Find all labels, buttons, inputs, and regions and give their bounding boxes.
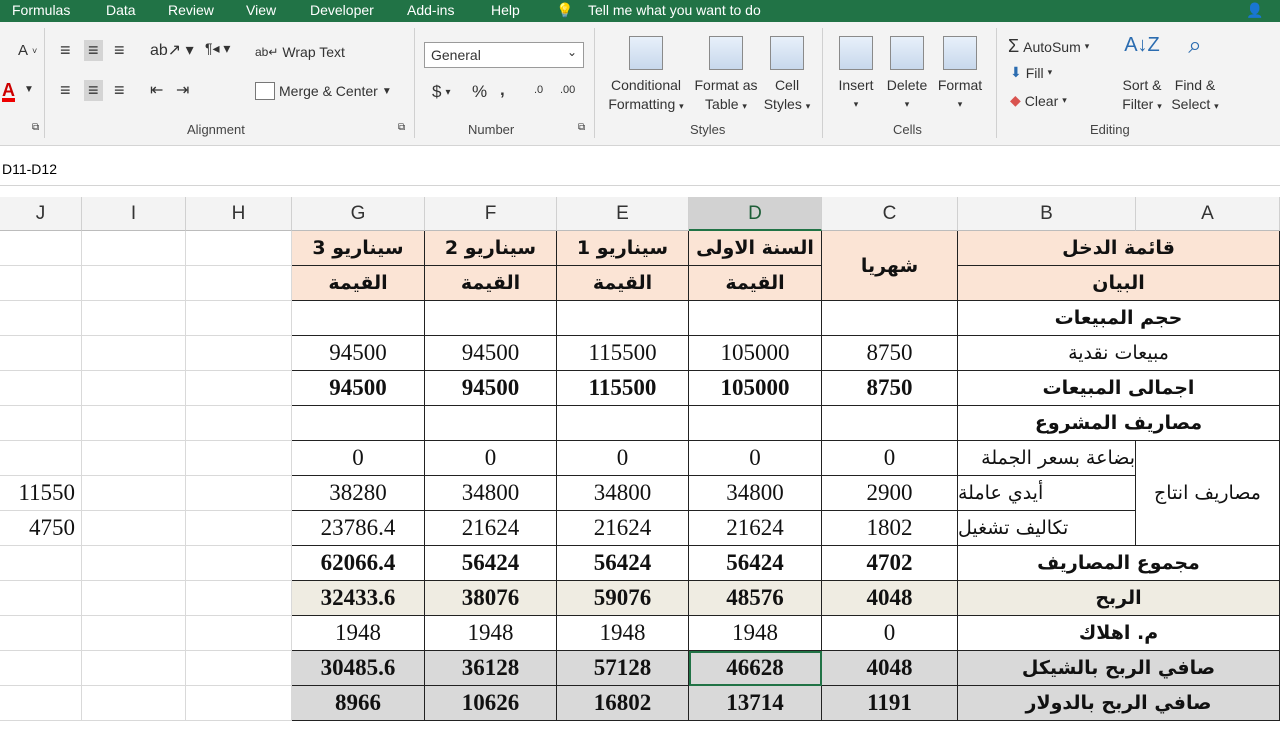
depreciation-scenario1[interactable]: 1948 — [557, 616, 689, 651]
grid-cell[interactable] — [186, 651, 292, 686]
total-expenses-monthly[interactable]: 4702 — [822, 546, 958, 581]
group-label-number: Number — [468, 122, 515, 137]
tab-developer[interactable]: Developer — [310, 2, 374, 18]
menu-bar — [0, 0, 1280, 22]
label-sales-volume[interactable]: حجم المبيعات — [958, 301, 1280, 336]
labor-scenario1[interactable]: 34800 — [557, 476, 689, 511]
profit-scenario2[interactable]: 38076 — [425, 581, 557, 616]
grid-cell[interactable] — [0, 336, 82, 371]
label-total-sales[interactable]: اجمالى المبيعات — [958, 371, 1280, 406]
header-statement[interactable]: البيان — [958, 266, 1280, 301]
cash-sales-scenario3[interactable]: 94500 — [292, 336, 425, 371]
operating-first-year[interactable]: 21624 — [689, 511, 822, 546]
grid-cell[interactable] — [186, 406, 292, 441]
label-total-expenses[interactable]: مجموع المصاريف — [958, 546, 1280, 581]
cell-styles-label-1: Cell — [774, 77, 800, 93]
sort-filter-label-1: Sort & — [1122, 77, 1162, 93]
grid-cell[interactable] — [82, 266, 186, 301]
net-shekel-scenario3[interactable]: 30485.6 — [292, 651, 425, 686]
align-left-icon[interactable]: ≡ — [60, 80, 71, 100]
column-header-f[interactable]: F — [425, 197, 557, 231]
align-center-icon[interactable]: ≡ — [84, 80, 103, 101]
align-right-icon[interactable]: ≡ — [114, 80, 125, 100]
grid-cell[interactable] — [0, 686, 82, 721]
grid-cell[interactable] — [0, 371, 82, 406]
labor-scenario3[interactable]: 38280 — [292, 476, 425, 511]
tab-data[interactable]: Data — [106, 2, 136, 18]
column-header-i[interactable]: I — [82, 197, 186, 231]
fill-label: Fill — [1025, 64, 1044, 81]
grid-cell[interactable] — [186, 546, 292, 581]
label-project-expenses[interactable]: مصاريف المشروع — [958, 406, 1280, 441]
label-labor[interactable]: أيدي عاملة — [958, 476, 1136, 511]
label-cash-sales[interactable]: مبيعات نقدية — [958, 336, 1280, 371]
fill-down-icon: ⬇ — [1010, 64, 1022, 80]
chevron-down-icon: ▾ — [904, 99, 910, 109]
format-as-table-icon — [709, 36, 743, 70]
grid-cell[interactable] — [82, 546, 186, 581]
comma-button[interactable]: , — [500, 80, 505, 99]
orientation-icon[interactable]: ab↗ ▾ — [150, 42, 194, 59]
wholesale-scenario2[interactable]: 0 — [425, 441, 557, 476]
net-shekel-first-year[interactable]: 46628 — [689, 651, 822, 686]
depreciation-monthly[interactable]: 0 — [822, 616, 958, 651]
cell-styles-icon — [770, 36, 804, 70]
find-select-button[interactable] — [1168, 32, 1222, 116]
autosum-button[interactable] — [1008, 36, 1089, 57]
number-format-select[interactable] — [424, 42, 584, 68]
formula-bar — [0, 146, 1280, 186]
header-first-year[interactable]: السنة الاولى — [689, 231, 822, 266]
font-dialog-launcher-icon[interactable]: ⧉ — [32, 122, 40, 133]
increase-indent-icon[interactable]: ⇥ — [176, 82, 190, 99]
label-wholesale-goods[interactable]: بضاعة بسعر الجملة — [958, 441, 1136, 476]
rtl-text-icon[interactable]: ¶◂ ▾ — [205, 40, 231, 56]
insert-button[interactable] — [834, 36, 878, 114]
labor-scenario2[interactable]: 34800 — [425, 476, 557, 511]
cell-j-labor[interactable]: 11550 — [0, 476, 82, 511]
grid-cell[interactable] — [82, 651, 186, 686]
profit-monthly[interactable]: 4048 — [822, 581, 958, 616]
grid-cell[interactable] — [82, 616, 186, 651]
grid-cell[interactable] — [689, 301, 822, 336]
cash-sales-monthly[interactable]: 8750 — [822, 336, 958, 371]
tell-me-search[interactable]: Tell me what you want to do — [588, 2, 761, 18]
cash-sales-scenario2[interactable]: 94500 — [425, 336, 557, 371]
grid-cell[interactable] — [0, 231, 82, 266]
chevron-down-icon: ▾ — [1047, 67, 1053, 77]
label-operating-costs[interactable]: تكاليف تشغيل — [958, 511, 1136, 546]
alignment-dialog-launcher-icon[interactable]: ⧉ — [398, 122, 406, 133]
tab-help[interactable]: Help — [491, 2, 520, 18]
tab-view[interactable]: View — [246, 2, 277, 18]
grid-cell[interactable] — [186, 581, 292, 616]
grid-cell[interactable] — [186, 336, 292, 371]
wholesale-first-year[interactable]: 0 — [689, 441, 822, 476]
conditional-formatting-button[interactable] — [606, 36, 686, 116]
operating-scenario1[interactable]: 21624 — [557, 511, 689, 546]
clear-label: Clear — [1024, 92, 1059, 109]
grid-cell[interactable] — [425, 301, 557, 336]
column-header-c[interactable]: C — [822, 197, 958, 231]
sort-filter-button[interactable] — [1116, 36, 1168, 116]
chevron-down-icon: ▾ — [445, 86, 451, 98]
header-scenario3[interactable]: سيناريو 3 — [292, 231, 425, 266]
cash-sales-first-year[interactable]: 105000 — [689, 336, 822, 371]
format-button[interactable] — [934, 36, 986, 114]
grid-cell[interactable] — [292, 406, 425, 441]
insert-cells-icon — [839, 36, 873, 70]
total-sales-first-year[interactable]: 105000 — [689, 371, 822, 406]
grid-cell[interactable] — [822, 301, 958, 336]
grid-cell[interactable] — [0, 266, 82, 301]
increase-decimal-button[interactable]: .0 — [534, 84, 544, 96]
grid-cell[interactable] — [82, 371, 186, 406]
label-profit[interactable]: الربح — [958, 581, 1280, 616]
chevron-down-icon: ▾ — [679, 101, 684, 111]
divider — [594, 28, 595, 138]
labor-monthly[interactable]: 2900 — [822, 476, 958, 511]
merge-center-label: Merge & Center — [279, 83, 378, 99]
header-value[interactable]: القيمة — [689, 266, 822, 301]
autosum-label: AutoSum — [1023, 38, 1081, 55]
chevron-down-icon: ▾ — [853, 99, 859, 109]
labor-first-year[interactable]: 34800 — [689, 476, 822, 511]
grid-cell[interactable] — [557, 301, 689, 336]
grid-cell[interactable] — [82, 336, 186, 371]
number-format-value: General — [431, 47, 481, 63]
header-monthly[interactable]: شهريا — [822, 231, 958, 301]
format-label: Format — [937, 77, 983, 93]
label-production-expenses[interactable]: مصاريف انتاج — [1136, 441, 1280, 546]
chevron-down-icon: ▾ — [957, 99, 963, 109]
grid-cell[interactable] — [186, 266, 292, 301]
cell-j-operating[interactable]: 4750 — [0, 511, 82, 546]
operating-monthly[interactable]: 1802 — [822, 511, 958, 546]
sort-filter-icon: A↓Z — [1124, 34, 1160, 56]
font-color-icon[interactable]: A — [2, 80, 15, 100]
wrap-text-button[interactable] — [255, 44, 345, 60]
name-box[interactable]: D11-D12 — [2, 161, 57, 177]
ribbon — [0, 22, 1280, 146]
number-dialog-launcher-icon[interactable]: ⧉ — [578, 122, 586, 133]
grid-cell[interactable] — [186, 686, 292, 721]
currency-button[interactable] — [432, 82, 451, 102]
grid-cell[interactable] — [557, 406, 689, 441]
column-header-e[interactable]: E — [557, 197, 689, 231]
profit-scenario3[interactable]: 32433.6 — [292, 581, 425, 616]
column-header-d[interactable]: D — [689, 197, 822, 231]
sort-filter-label-2: Filter — [1122, 96, 1154, 112]
format-as-table-button[interactable] — [690, 36, 762, 116]
grid-cell[interactable] — [0, 616, 82, 651]
header-value[interactable]: القيمة — [557, 266, 689, 301]
net-dollar-scenario3[interactable]: 8966 — [292, 686, 425, 721]
net-shekel-scenario2[interactable]: 36128 — [425, 651, 557, 686]
column-header-a[interactable]: A — [1136, 197, 1280, 231]
percent-button[interactable]: % — [472, 82, 488, 101]
tab-add-ins[interactable]: Add-ins — [407, 2, 455, 18]
format-as-table-label-1: Format as — [694, 77, 758, 93]
insert-label: Insert — [838, 77, 874, 93]
grid-cell[interactable] — [82, 476, 186, 511]
wholesale-scenario1[interactable]: 0 — [557, 441, 689, 476]
divider — [996, 28, 997, 138]
chevron-down-icon: ▾ — [1084, 41, 1090, 51]
grid-cell[interactable] — [0, 406, 82, 441]
grid-cell[interactable] — [82, 686, 186, 721]
grid-cell[interactable] — [689, 406, 822, 441]
chevron-down-icon: ▾ — [805, 101, 811, 111]
merge-icon — [255, 82, 275, 100]
share-button[interactable]: 👤 — [1246, 2, 1280, 35]
grid-cell[interactable] — [0, 301, 82, 336]
cell-styles-button[interactable] — [762, 36, 812, 116]
group-label-cells: Cells — [893, 122, 922, 137]
total-sales-monthly[interactable]: 8750 — [822, 371, 958, 406]
grid-cell[interactable] — [425, 406, 557, 441]
divider — [822, 28, 823, 138]
font-size-decrease-icon[interactable]: A ˅ — [18, 42, 38, 59]
net-dollar-first-year[interactable]: 13714 — [689, 686, 822, 721]
grid-cell[interactable] — [0, 651, 82, 686]
grid-cell[interactable] — [82, 301, 186, 336]
group-label-styles: Styles — [690, 122, 726, 137]
operating-scenario2[interactable]: 21624 — [425, 511, 557, 546]
chevron-down-icon[interactable]: ▼ — [24, 84, 34, 95]
grid-cell[interactable] — [292, 301, 425, 336]
grid-cell[interactable] — [186, 301, 292, 336]
delete-label: Delete — [886, 77, 928, 93]
group-label-alignment: Alignment — [187, 122, 245, 137]
eraser-icon: ◆ — [1010, 92, 1021, 108]
column-header-j[interactable]: J — [0, 197, 82, 231]
decrease-indent-icon[interactable]: ⇤ — [150, 82, 164, 99]
tab-formulas[interactable]: Formulas — [12, 2, 71, 18]
divider — [44, 28, 45, 138]
search-icon: ⌕ — [1188, 32, 1202, 59]
depreciation-scenario2[interactable]: 1948 — [425, 616, 557, 651]
align-middle-icon[interactable]: ≡ — [84, 40, 103, 61]
profit-first-year[interactable]: 48576 — [689, 581, 822, 616]
currency-icon: $ — [432, 82, 442, 101]
total-sales-scenario3[interactable]: 94500 — [292, 371, 425, 406]
depreciation-scenario3[interactable]: 1948 — [292, 616, 425, 651]
label-depreciation[interactable]: م. اهلاك — [958, 616, 1280, 651]
wrap-text-label: Wrap Text — [282, 44, 345, 60]
grid-cell[interactable] — [82, 406, 186, 441]
format-cells-icon — [943, 36, 977, 70]
group-label-editing: Editing — [1090, 122, 1130, 137]
label-net-profit-shekel[interactable]: صافي الربح بالشيكل — [958, 651, 1280, 686]
conditional-formatting-icon — [629, 36, 663, 70]
chevron-down-icon: ▾ — [1214, 101, 1219, 111]
net-dollar-scenario2[interactable]: 10626 — [425, 686, 557, 721]
profit-scenario1[interactable]: 59076 — [557, 581, 689, 616]
grid-cell[interactable] — [0, 581, 82, 616]
header-scenario2[interactable]: سيناريو 2 — [425, 231, 557, 266]
wholesale-monthly[interactable]: 0 — [822, 441, 958, 476]
conditional-formatting-label-1: Conditional — [610, 77, 682, 93]
grid-cell[interactable] — [0, 441, 82, 476]
grid-cell[interactable] — [186, 511, 292, 546]
column-header-b[interactable]: B — [958, 197, 1136, 231]
net-dollar-monthly[interactable]: 1191 — [822, 686, 958, 721]
cell-styles-label-2: Styles — [763, 96, 802, 112]
grid-cell[interactable] — [186, 231, 292, 266]
total-sales-scenario2[interactable]: 94500 — [425, 371, 557, 406]
chevron-down-icon: ▾ — [1062, 95, 1067, 105]
operating-scenario3[interactable]: 23786.4 — [292, 511, 425, 546]
column-header-g[interactable]: G — [292, 197, 425, 231]
fill-button[interactable] — [1010, 64, 1052, 81]
clear-button[interactable] — [1010, 92, 1067, 109]
label-net-profit-dollar[interactable]: صافي الربح بالدولار — [958, 686, 1280, 721]
chevron-down-icon: ▾ — [1157, 101, 1162, 111]
wholesale-scenario3[interactable]: 0 — [292, 441, 425, 476]
chevron-down-icon: ▾ — [742, 101, 747, 111]
decrease-decimal-button[interactable]: .00 — [560, 84, 576, 96]
grid-cell[interactable] — [186, 441, 292, 476]
align-top-icon[interactable]: ≡ — [60, 40, 71, 60]
tab-review[interactable]: Review — [168, 2, 214, 18]
find-select-label-2: Select — [1171, 96, 1211, 112]
delete-cells-icon — [890, 36, 924, 70]
net-shekel-scenario1[interactable]: 57128 — [557, 651, 689, 686]
grid-cell[interactable] — [82, 511, 186, 546]
chevron-down-icon: ⌄ — [566, 45, 577, 59]
align-bottom-icon[interactable]: ≡ — [114, 40, 125, 60]
header-income-statement[interactable]: قائمة الدخل — [958, 231, 1280, 266]
wrap-text-icon: ab↵ — [255, 45, 279, 59]
total-sales-scenario1[interactable]: 115500 — [557, 371, 689, 406]
merge-center-button[interactable] — [255, 82, 392, 100]
find-select-label-1: Find & — [1174, 77, 1216, 93]
net-dollar-scenario1[interactable]: 16802 — [557, 686, 689, 721]
conditional-formatting-label-2: Formatting — [608, 96, 676, 112]
grid-cell[interactable] — [82, 581, 186, 616]
grid-cell[interactable] — [186, 616, 292, 651]
grid-cell[interactable] — [82, 231, 186, 266]
header-scenario1[interactable]: سيناريو 1 — [557, 231, 689, 266]
total-expenses-first-year[interactable]: 56424 — [689, 546, 822, 581]
chevron-down-icon: ▼ — [381, 85, 392, 97]
delete-button[interactable] — [884, 36, 930, 114]
total-expenses-scenario1[interactable]: 56424 — [557, 546, 689, 581]
format-as-table-label-2: Table — [705, 96, 739, 112]
total-expenses-scenario3[interactable]: 62066.4 — [292, 546, 425, 581]
cash-sales-scenario1[interactable]: 115500 — [557, 336, 689, 371]
grid-cell[interactable] — [0, 546, 82, 581]
grid-cell[interactable] — [822, 406, 958, 441]
divider — [414, 28, 415, 138]
net-shekel-monthly[interactable]: 4048 — [822, 651, 958, 686]
header-value[interactable]: القيمة — [292, 266, 425, 301]
grid-cell[interactable] — [186, 371, 292, 406]
header-value[interactable]: القيمة — [425, 266, 557, 301]
lightbulb-icon: 💡 — [556, 2, 574, 18]
total-expenses-scenario2[interactable]: 56424 — [425, 546, 557, 581]
grid-cell[interactable] — [82, 441, 186, 476]
grid-cell[interactable] — [186, 476, 292, 511]
sigma-icon: Σ — [1008, 36, 1020, 56]
column-header-h[interactable]: H — [186, 197, 292, 231]
depreciation-first-year[interactable]: 1948 — [689, 616, 822, 651]
